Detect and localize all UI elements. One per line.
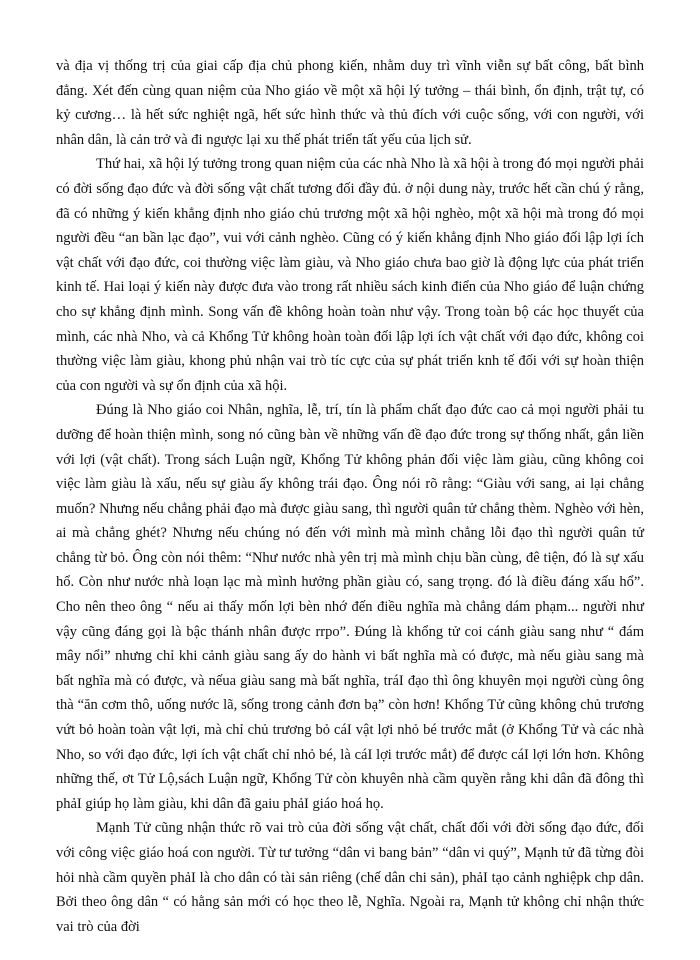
paragraph-confucius-wealth: Đúng là Nho giáo coi Nhân, nghĩa, lễ, trí, tín là phẩm chất đạo đức cao cả mọi người phải tu dưỡng để hoàn thiện mình, song nó cũng bàn về những vấn đề đạo đức trong sự thống nhất, gắn liền với lợi (vật chất). Trong sách Luận ngữ, Khổng Tử không phản đối việc làm giàu, cũng không coi việc làm giàu là xấu, nếu sự giàu ấy không trái đạo. Ông nói rõ rằng: “Giàu với sang, ai lại chẳng muốn? Nhưng nếu chẳng phải đạo mà được giàu sang, thì người quân tử chẳng thèm. Nghèo với hèn, ai mà chẳng ghét? Nhưng nếu chúng nó đến với mình mà mình chẳng lỗi đạo thì người quân tử chẳng từ bỏ. Ông còn nói thêm: “Như nước nhà yên trị mà mình chịu bần cùng, đê tiện, đó là sự xấu hổ. Còn như nước nhà loạn lạc mà mình hưởng phần giàu có, sang trọng. đó là điều đáng xấu hổ”. Cho nên theo ông “ nếu ai thấy mốn lợi bèn nhớ đến điều nghĩa mà chẳng dám phạm... người như vậy cũng đáng gọi là bậc thánh nhân được rrpo”. Đúng là khổng tử coi cánh giàu sang như “ đám mây nổi” nhưng chỉ khi cảnh giàu sang ấy do hành vi bất nghĩa mà có được, mà nếu giàu sang mà bất nghĩa mà có được, và nếua giàu sang mà bất nghĩa, tráI đạo thì ông khuyên mọi người cùng ông thà “ăn cơm thô, uống nước lã, sống trong cảnh đơn bạ” còn hơn! Khổng Tử cũng không chủ trương vứt bỏ hoàn toàn vật lợi, mà chỉ chủ trương bỏ cáI vật lợi nhỏ bé trước mắt (ở Khổng Tử và các nhà Nho, so với đạo đức, lợi ích vật chất chỉ nhỏ bé, là cáI lợi trước mắt) để được cáI lợi lớn hơn. Không những thế, ơt Tử Lộ,sách Luận ngữ, Khổng Tử còn khuyên nhà cầm quyền rằng khi dân đã đông thì phảI giúp họ làm giàu, khi dân đã gaiu phảI giáo hoá họ. [56,402,644,812]
document-body [56,54,644,939]
paragraph-continuation: và địa vị thống trị của giai cấp địa chủ phong kiến, nhằm duy trì vĩnh viễn sự bất công, bất bình đẳng. Xét đến cùng quan niệm của Nho giáo về một xã hội lý tưởng – thái bình, ổn định, trật tự, có kỷ cương… là hết sức nghiệt ngã, hết sức hình thức và thủ đích với cuộc sống, với con người, với nhân dân, là cản trở và đi ngược lại xu thế phát triển tất yếu của lịch sử. [56,58,644,148]
paragraph-second-point: Thứ hai, xã hội lý tưởng trong quan niệm của các nhà Nho là xã hội à trong đó mọi người phải có đời sống đạo đức và đời sống vật chất tương đối đầy đủ. ở nội dung này, trước hết cần chú ý rằng, đã có những ý kiến khẳng định nho giáo chủ trương một xã hội nghèo, một xã hội mà trong đó mọi người đều “an bần lạc đạo”, vui với cảnh nghèo. Cũng có ý kiến khẳng định Nho giáo đối lập lợi ích vật chất với đạo đức, coi thường việc làm giàu, và Nho giáo chưa bao giờ là động lực của phát triển kinh tế. Hai loại ý kiến này được đưa vào trong rất nhiều sách kinh điển của Nho giáo để luận chứng cho sự khẳng định mình. Song vấn đề không hoàn toàn như vậy. Trong toàn bộ các học thuyết của mình, các nhà Nho, và cả Khổng Tử không hoàn toàn đối lập lợi ích vật chất với đạo đức, không coi thường việc làm giàu, khong phủ nhận vai trò tíc cực của sự phát triển knh tế đối với sự hoàn thiện của con người và sự ổn định của xã hội. [56,156,644,394]
paragraph-mencius: Mạnh Tử cũng nhận thức rõ vai trò của đời sống vật chất, chất đối với đời sống đạo đức, đối với công việc giáo hoá con người. Từ tư tưởng “dân vi bang bản” “dân vi quý”, Mạnh tử đã từng đòi hỏi nhà cầm quyền phảI là cho dân có tài sản riêng (chế dân chi sản), phảI tạo cảnh nghiệpk chp dân. Bởi theo ông dân “ có hằng sản mới có học theo lễ, Nghĩa. Ngoài ra, Mạnh tử không chỉ nhận thức vai trò của đời [56,820,644,935]
